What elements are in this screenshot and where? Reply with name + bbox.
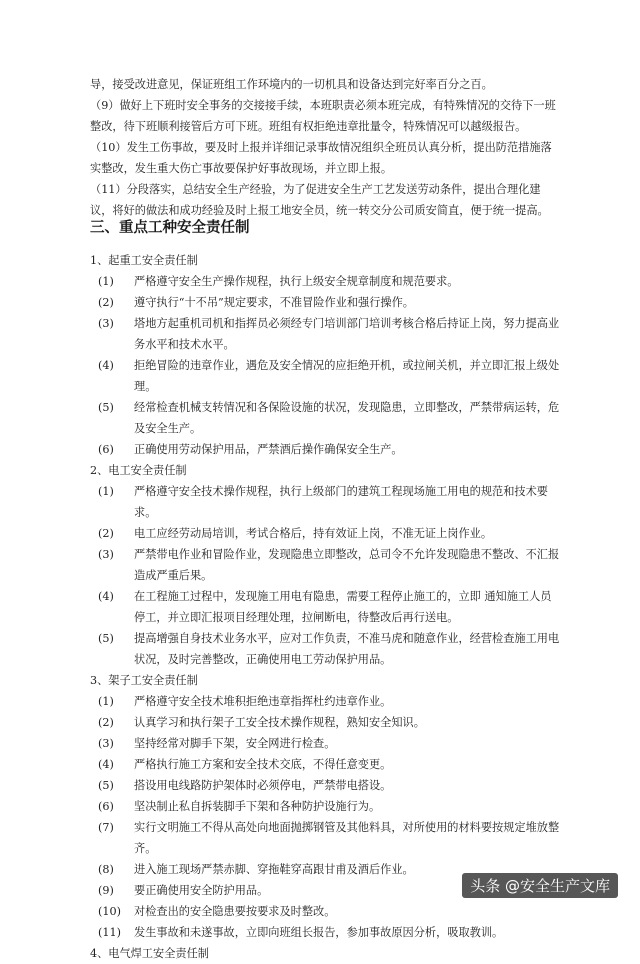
item-text: 认真学习和执行架子工安全技术操作规程，熟知安全知识。 bbox=[134, 716, 425, 729]
item-text: 对检查出的安全隐患要按要求及时整改。 bbox=[134, 905, 336, 918]
item-number: (6) bbox=[98, 800, 114, 813]
watermark-label: 头条 @安全生产文库 bbox=[462, 873, 618, 898]
intro-paragraph: （10）发生工伤事故，要及时上报并详细记录事故情况组织全班员认真分析，提出防范措施落实整改，发生重大伤亡事故要保护好事故现场，并立即上报。 bbox=[90, 141, 552, 175]
item-number: (5) bbox=[98, 632, 114, 645]
list-item bbox=[90, 775, 560, 796]
intro-paragraphs bbox=[90, 74, 560, 221]
intro-paragraph: （11）分段落实，总结安全生产经验，为了促进安全生产工艺发送劳动条件，提出合理化建议，将好的做法和成功经验及时上报工地安全员，统一转交分公司质安简直，便于统一提高。 bbox=[90, 183, 549, 217]
section-title: 4、电气焊工安全责任制 bbox=[90, 947, 209, 960]
list-item bbox=[90, 922, 560, 943]
item-number: (1) bbox=[98, 695, 114, 708]
list-item bbox=[90, 754, 560, 775]
item-number: (6) bbox=[98, 443, 114, 456]
item-text: 经常检查机械支转情况和各保险设施的状况，发现隐患，立即整改，严禁带病运转，危及安全生产。 bbox=[134, 401, 560, 435]
list-item bbox=[90, 523, 560, 544]
item-text: 塔地方起重机司机和指挥员必须经专门培训部门培训考核合格后持证上岗，努力提高业务水平和技术水平。 bbox=[134, 317, 560, 351]
item-number: (4) bbox=[98, 590, 114, 603]
section-crane bbox=[90, 250, 560, 460]
item-text: 坚决制止私自拆装脚手下架和各种防护设施行为。 bbox=[134, 800, 381, 813]
item-number: (1) bbox=[98, 275, 114, 288]
item-number: (3) bbox=[98, 737, 114, 750]
item-number: (7) bbox=[98, 821, 114, 834]
item-text: 遵守执行“十不吊”规定要求，不准冒险作业和强行操作。 bbox=[134, 296, 414, 309]
section-welder bbox=[90, 943, 560, 964]
item-number: (5) bbox=[98, 401, 114, 414]
item-number: (3) bbox=[98, 548, 114, 561]
list-item bbox=[90, 292, 560, 313]
section-scaffolder bbox=[90, 670, 560, 943]
list-item bbox=[90, 733, 560, 754]
item-text: 严格执行施工方案和安全技术交底，不得任意变更。 bbox=[134, 758, 392, 771]
list-item bbox=[90, 544, 560, 586]
intro-paragraph: 导，接受改进意见，保证班组工作环境内的一切机具和设备达到完好率百分之百。 bbox=[90, 78, 493, 91]
list-item bbox=[90, 481, 560, 523]
list-item bbox=[90, 691, 560, 712]
item-text: 发生事故和未遂事故，立即向班组长报告，参加事故原因分析，吸取教训。 bbox=[134, 926, 504, 939]
item-number: (9) bbox=[98, 884, 114, 897]
intro-paragraph: （9）做好上下班时安全事务的交接接手续，本班职责必须本班完成，有特殊情况的交待下一班整改，待下班顺利接管后方可下班。班组有权拒绝违章批量令，特殊情况可以越级报告。 bbox=[90, 99, 556, 133]
section-heading: 三、重点工种安全责任制 bbox=[90, 220, 250, 236]
item-number: (4) bbox=[98, 359, 114, 372]
list-item bbox=[90, 586, 560, 628]
item-number: (2) bbox=[98, 716, 114, 729]
item-text: 严格遵守安全技术操作规程，执行上级部门的建筑工程现场施工用电的规范和技术要求。 bbox=[134, 485, 548, 519]
item-text: 要正确使用安全防护用品。 bbox=[134, 884, 269, 897]
section-title: 2、电工安全责任制 bbox=[90, 464, 187, 477]
item-text: 拒绝冒险的违章作业，遇危及安全情况的应拒绝开机，或拉闸关机，并立即汇报上级处理。 bbox=[134, 359, 560, 393]
item-text: 在工程施工过程中，发现施工用电有隐患，需要工程停止施工的，立即 通知施工人员停工，并立即汇报项目经理处理，拉闸断电，待整改后再行送电。 bbox=[134, 590, 552, 624]
item-number: (4) bbox=[98, 758, 114, 771]
item-text: 实行文明施工不得从高处向地面抛掷钢管及其他料具，对所使用的材料要按规定堆放整齐。 bbox=[134, 821, 560, 855]
item-text: 严禁带电作业和冒险作业，发现隐患立即整改，总司令不允许发现隐患不整改、不汇报造成严重后果。 bbox=[134, 548, 560, 582]
item-text: 严格遵守安全技术堆积拒绝违章指挥杜约违章作业。 bbox=[134, 695, 392, 708]
list-item bbox=[90, 271, 560, 292]
item-text: 严格遵守安全生产操作规程，执行上级安全规章制度和规范要求。 bbox=[134, 275, 459, 288]
list-item bbox=[90, 817, 560, 859]
item-number: (3) bbox=[98, 317, 114, 330]
item-number: (11) bbox=[98, 926, 121, 939]
list-item bbox=[90, 313, 560, 355]
item-number: (10) bbox=[98, 905, 121, 918]
item-text: 坚持经常对脚手下架，安全网进行检查。 bbox=[134, 737, 336, 750]
section-title: 1、起重工安全责任制 bbox=[90, 254, 198, 267]
section-title: 3、架子工安全责任制 bbox=[90, 674, 198, 687]
list-item bbox=[90, 901, 560, 922]
section-electrician bbox=[90, 460, 560, 670]
list-item bbox=[90, 628, 560, 670]
item-text: 电工应经劳动局培训，考试合格后，持有效证上岗，不准无证上岗作业。 bbox=[134, 527, 493, 540]
item-number: (2) bbox=[98, 296, 114, 309]
item-text: 搭设用电线路防护架体时必须停电，严禁带电搭设。 bbox=[134, 779, 392, 792]
item-text: 进入施工现场严禁赤脚、穿拖鞋穿高跟甘甫及酒后作业。 bbox=[134, 863, 414, 876]
item-text: 提高增强自身技术业务水平，应对工作负责，不准马虎和随意作业，经营检查施工用电状况，及时完善整改，正确使用电工劳动保护用品。 bbox=[134, 632, 560, 666]
item-number: (2) bbox=[98, 527, 114, 540]
list-item bbox=[90, 355, 560, 397]
item-number: (8) bbox=[98, 863, 114, 876]
sections bbox=[90, 250, 560, 964]
item-number: (1) bbox=[98, 485, 114, 498]
item-text: 正确使用劳动保护用品，严禁酒后操作确保安全生产。 bbox=[134, 443, 403, 456]
list-item bbox=[90, 439, 560, 460]
list-item bbox=[90, 712, 560, 733]
list-item bbox=[90, 796, 560, 817]
item-number: (5) bbox=[98, 779, 114, 792]
list-item bbox=[90, 397, 560, 439]
